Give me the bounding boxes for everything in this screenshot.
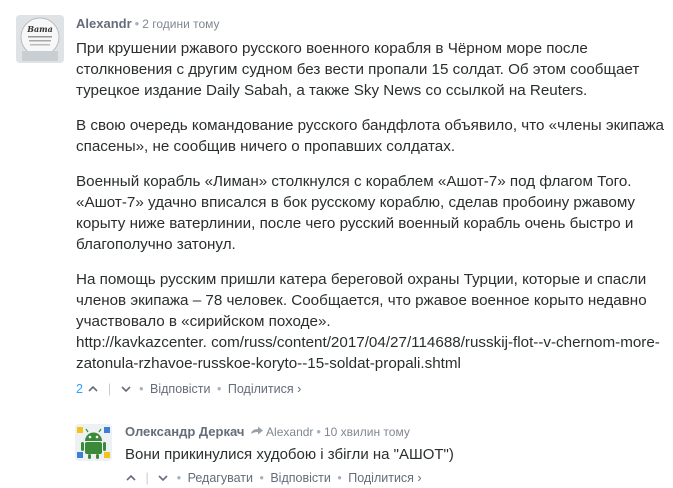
footer-dot: • <box>176 470 182 485</box>
footer-separator: | <box>107 381 112 396</box>
reply-header <box>125 424 410 441</box>
avatar-image <box>16 15 64 63</box>
comment-header <box>76 16 220 32</box>
comment-time[interactable]: 2 години тому <box>142 17 220 31</box>
reply-arrow-icon <box>250 425 264 441</box>
footer-dot: • <box>337 470 342 485</box>
downvote-icon[interactable] <box>156 472 170 484</box>
comment-paragraph: При крушении ржавого русского военного корабля в Чёрном море после столкновения с другим судном без вести пропали 15 солдат. Об этом сообщает турецкое издание Daily Sabah, а также Sky News со ссылкой на Reuters. <box>76 40 640 99</box>
comment-footer <box>76 380 301 397</box>
upvote-icon[interactable] <box>124 472 138 484</box>
avatar-caption: Вата <box>27 24 53 34</box>
reply-to-user[interactable]: Alexandr <box>266 425 314 439</box>
comment-paragraph: В свою очередь командование русского бандфлота объявило, что «члены экипажа спасены», не сообщив ничего о пропавших солдатах. <box>76 117 665 155</box>
downvote-icon[interactable] <box>119 383 133 395</box>
footer-dot: • <box>217 381 222 396</box>
meta-separator: • <box>316 424 321 439</box>
reply-author[interactable]: Олександр Деркач <box>125 424 245 439</box>
reply-text: Вони прикинулися худобою і збігли на "АШОТ") <box>125 446 454 463</box>
android-robot-icon <box>75 424 112 461</box>
comment-link[interactable]: http://kavkazcenter. com/russ/content/2017/04/27/114688/russkij-flot--v-chernom-more-zatonula-rzhavoe-russkoe-koryto--15-soldat-propali.shtml <box>76 334 660 372</box>
comment-author[interactable]: Alexandr <box>76 16 132 31</box>
share-button[interactable]: Поділитися › <box>348 470 422 485</box>
reply-footer <box>124 469 422 486</box>
upvote-icon[interactable] <box>86 383 100 395</box>
reply-avatar[interactable] <box>75 424 112 461</box>
comment-paragraph: Военный корабль «Лиман» столкнулся с кораблем «Ашот-7» под флагом Того. «Ашот-7» удачно вписался в бок русскому кораблю, сделав пробоину ржавому корыту ниже ватерлинии, после чего русский военный корабль очень быстро и благополучно затонул. <box>76 173 636 253</box>
share-button[interactable]: Поділитися › <box>227 381 302 396</box>
reply-button[interactable]: Відповісти <box>270 470 331 485</box>
footer-dot: • <box>259 470 264 485</box>
comment-paragraph: На помощь русским пришли катера береговой охраны Турции, которые и спасли членов экипажа – 78 человек. Сообщается, что ржавое военное корыто недавно участвовало в «сирийском походе». <box>76 271 647 330</box>
upvote-count[interactable]: 2 <box>76 381 83 396</box>
edit-button[interactable]: Редагувати <box>187 470 253 485</box>
reply-button[interactable]: Відповісти <box>150 381 211 396</box>
reply-time[interactable]: 10 хвилин тому <box>323 425 410 439</box>
meta-separator: • <box>134 16 140 31</box>
footer-dot: • <box>139 381 144 396</box>
comment-body <box>76 38 666 374</box>
footer-separator: | <box>145 470 149 485</box>
avatar[interactable] <box>16 15 64 63</box>
